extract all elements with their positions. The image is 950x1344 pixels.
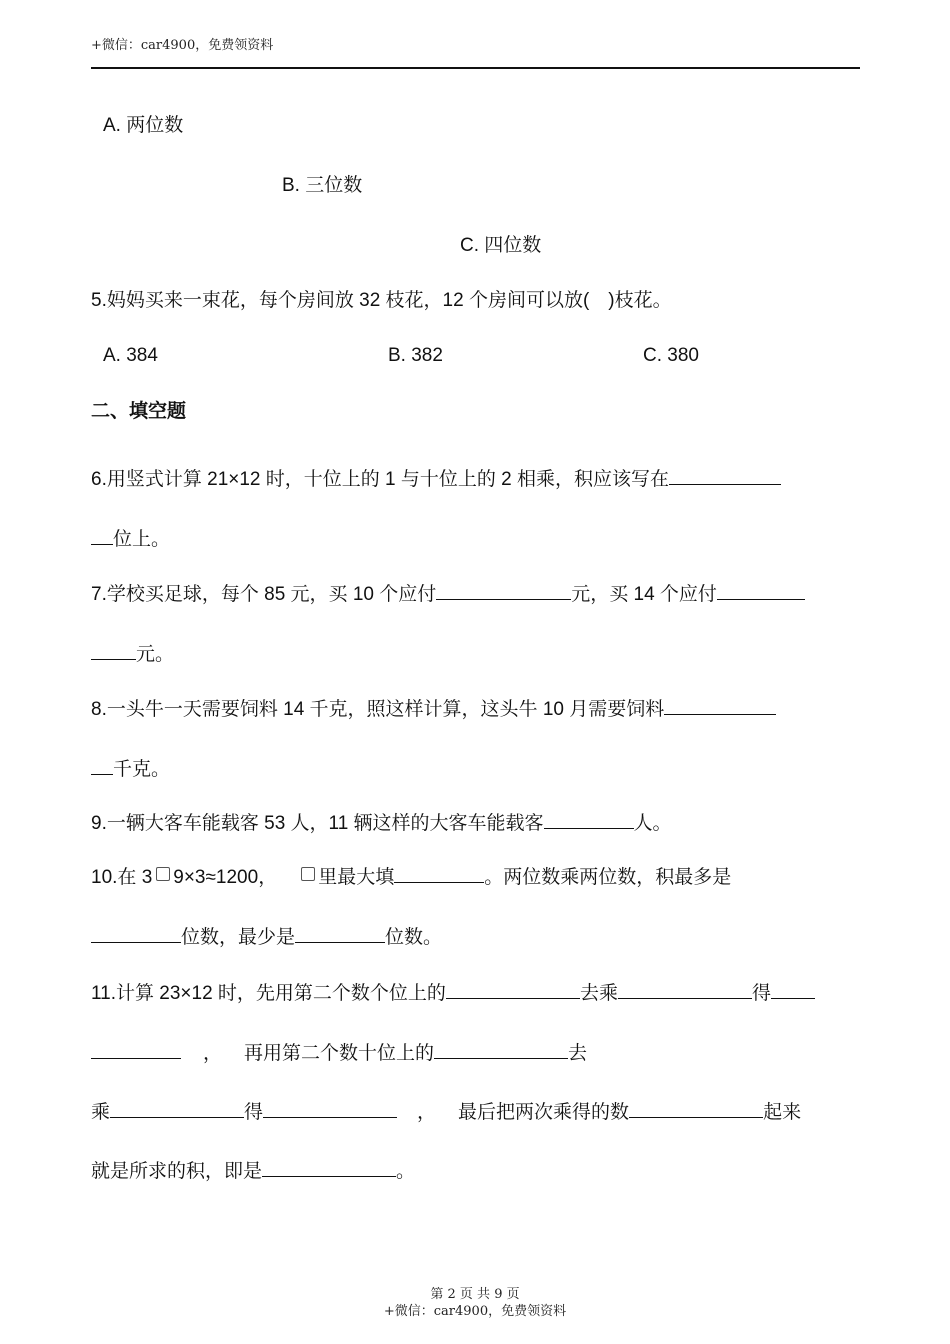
q9-text1: 9.一辆大客车能载客 53 人，11 辆这样的大客车能载客 [91,813,544,834]
q11-text8: 得 [244,1102,264,1123]
q10-blank-2[interactable] [91,922,181,943]
q8-text2: 千克。 [113,759,171,780]
q11-text6: 去 [568,1043,588,1064]
q11-text7: 乘 [91,1102,111,1123]
q4-option-a: A. 两位数 [103,115,184,136]
q9-blank[interactable] [544,808,634,829]
q8-line2 [91,754,170,782]
q8-blank[interactable] [664,694,776,715]
q7-text2: 元，买 14 个应付 [571,584,717,605]
footer-page-info: 第 2 页 共 9 页 [430,1287,520,1302]
q11-text13: 。 [396,1161,416,1182]
q7-line2 [91,639,174,667]
q7-line1 [91,579,805,607]
q5-stem: 5.妈妈买来一束花，每个房间放 32 枝花，12 个房间可以放( )枝花。 [91,290,672,311]
q11-text4: ， [203,1043,223,1064]
q10-box-1[interactable] [156,867,170,881]
q11-line4 [91,1156,415,1184]
q8-blank-cont[interactable] [91,754,113,775]
q7-blank-2[interactable] [717,579,805,600]
q6-blank[interactable] [669,464,781,485]
q10-text2: 9×3≈1200， [173,867,278,888]
q11-line3 [91,1097,801,1125]
q9-text2: 人。 [633,813,672,834]
q10-blank-1[interactable] [394,862,484,883]
q10-line1 [91,862,731,890]
q11-blank-1[interactable] [446,978,580,999]
footer-watermark: +微信：car4900，免费领资料 [383,1304,567,1319]
q6-line1 [91,464,781,492]
q11-text10: 最后把两次乘得的数 [458,1102,630,1123]
header-watermark: +微信：car4900，免费领资料 [91,38,274,53]
q11-text1: 11.计算 23×12 时，先用第二个数个位上的 [91,983,446,1004]
q10-text6: 位数。 [385,927,443,948]
q5-option-c: C. 380 [643,345,699,366]
q11-text9: ， [417,1102,437,1123]
q11-text2: 去乘 [579,983,618,1004]
q10-text1: 10.在 3 [91,867,153,888]
q11-blank-8[interactable] [262,1156,396,1177]
q10-text3: 里最大填 [318,867,395,888]
q11-blank-3[interactable] [771,978,815,999]
q10-text5: 位数，最少是 [181,927,296,948]
q8-line1 [91,694,776,722]
q6-text1: 6.用竖式计算 21×12 时，十位上的 1 与十位上的 2 相乘，积应该写在 [91,469,670,490]
q6-blank-cont[interactable] [91,524,113,545]
q10-box-2[interactable] [301,867,315,881]
q6-text2: 位上。 [113,529,171,550]
q10-blank-3[interactable] [295,922,385,943]
q11-text11: 起来 [763,1102,802,1123]
q11-text3: 得 [751,983,771,1004]
header-divider [91,67,860,69]
q4-option-c: C. 四位数 [460,235,542,256]
q11-blank-5[interactable] [110,1097,244,1118]
q10-line2 [91,922,442,950]
q7-text1: 7.学校买足球，每个 85 元，买 10 个应付 [91,584,437,605]
q5-option-a: A. 384 [103,345,158,366]
q6-line2 [91,524,170,552]
q7-text3: 元。 [136,644,175,665]
q4-option-b: B. 三位数 [282,175,363,196]
q11-blank-3-cont[interactable] [91,1038,181,1059]
q11-line2 [91,1038,587,1066]
q8-text1: 8.一头牛一天需要饲料 14 千克，照这样计算，这头牛 10 月需要饲料 [91,699,665,720]
q7-blank-2-cont[interactable] [91,639,136,660]
q11-line1 [91,978,815,1006]
q11-blank-4[interactable] [434,1038,568,1059]
q5-option-b: B. 382 [388,345,443,366]
q9-line [91,808,672,836]
q11-blank-6[interactable] [263,1097,397,1118]
section2-title: 二、填空题 [91,401,187,422]
q11-text12: 就是所求的积，即是 [91,1161,263,1182]
q7-blank-1[interactable] [436,579,571,600]
q11-text5: 再用第二个数十位上的 [244,1043,435,1064]
q11-blank-7[interactable] [629,1097,763,1118]
q11-blank-2[interactable] [618,978,752,999]
q10-text4: 。两位数乘两位数，积最多是 [484,867,732,888]
